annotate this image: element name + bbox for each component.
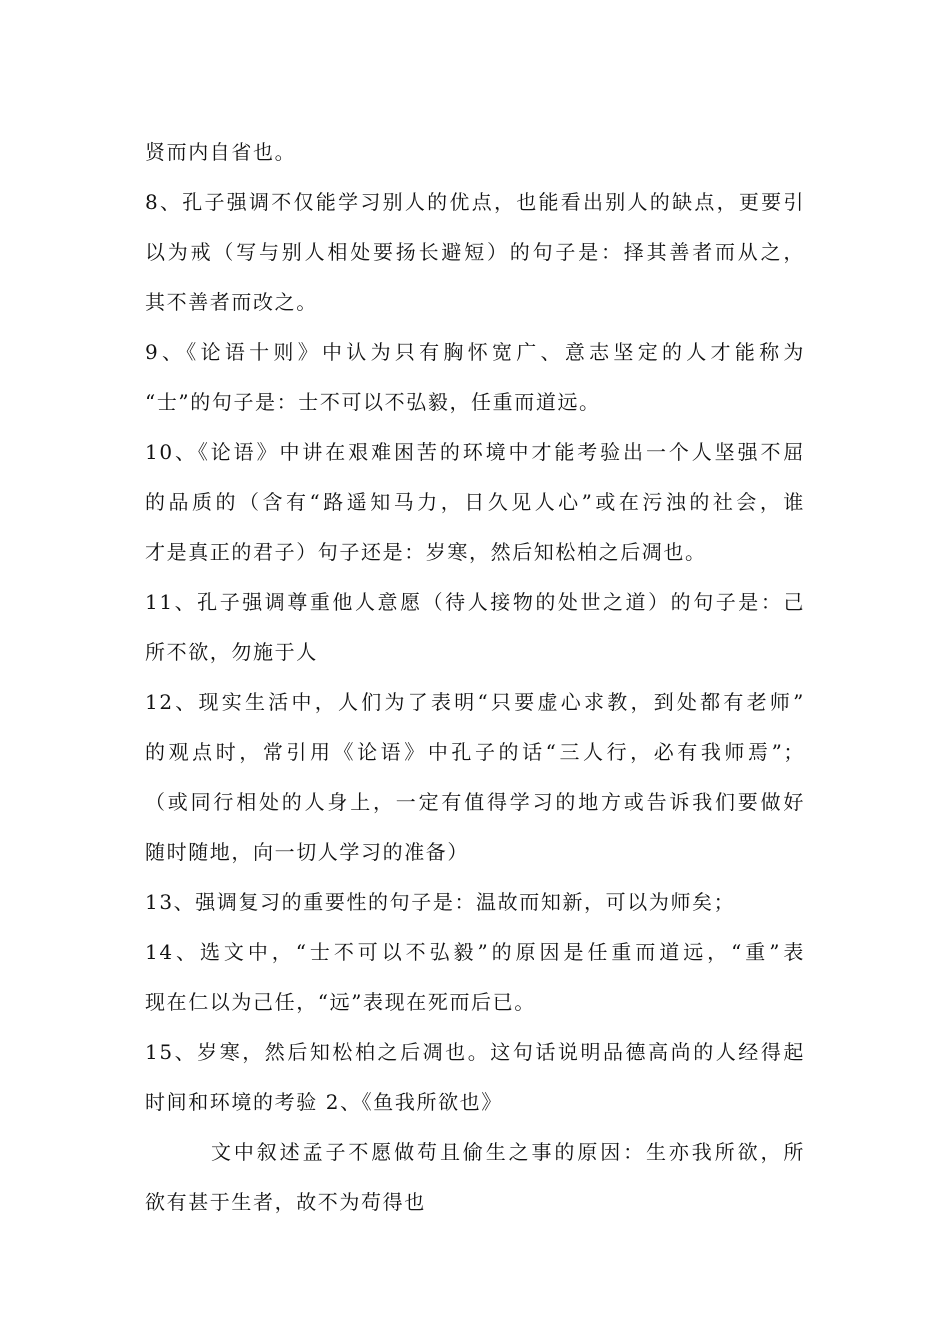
text-line: 10、《论语》中讲在艰难困苦的环境中才能考验出一个人坚强不屈 [145,440,805,464]
text-line: 所不欲，勿施于人 [145,640,318,664]
text-line: 才是真正的君子）句子还是：岁寒，然后知松柏之后凋也。 [145,540,707,564]
text-line: 的品质的（含有“路遥知马力，日久见人心”或在污浊的社会，谁 [145,490,805,514]
text-line: 的观点时，常引用《论语》中孔子的话“三人行，必有我师焉”； [145,740,805,764]
text-line: 其不善者而改之。 [145,290,318,314]
text-line: 12、现实生活中，人们为了表明“只要虚心求教，到处都有老师” [145,690,805,714]
text-line: 随时随地，向一切人学习的准备） [145,840,469,864]
text-line: 8、孔子强调不仅能学习别人的优点，也能看出别人的缺点，更要引 [145,190,805,214]
text-line: 13、强调复习的重要性的句子是：温故而知新，可以为师矣； [145,890,736,914]
text-line: 现在仁以为己任，“远”表现在死而后已。 [145,990,536,1014]
text-line: 时间和环境的考验 2、《鱼我所欲也》 [145,1090,503,1114]
text-line: 11、孔子强调尊重他人意愿（待人接物的处世之道）的句子是：己 [145,590,805,614]
text-line: 欲有甚于生者，故不为苟得也 [145,1190,426,1214]
text-line: 14、选文中，“士不可以不弘毅”的原因是任重而道远，“重”表 [145,940,805,964]
text-line: 9、《论语十则》中认为只有胸怀宽广、意志坚定的人才能称为 [145,340,805,364]
text-line: 贤而内自省也。 [145,140,297,164]
text-line: （或同行相处的人身上，一定有值得学习的地方或告诉我们要做好 [145,790,805,814]
text-line: “士”的句子是：士不可以不弘毅，任重而道远。 [145,390,601,414]
text-line: 以为戒（写与别人相处要扬长避短）的句子是：择其善者而从之， [145,240,805,264]
text-line: 文中叙述孟子不愿做苟且偷生之事的原因：生亦我所欲，所 [211,1140,805,1164]
text-line: 15、岁寒，然后知松柏之后凋也。这句话说明品德高尚的人经得起 [145,1040,805,1064]
document-body [145,127,805,1227]
